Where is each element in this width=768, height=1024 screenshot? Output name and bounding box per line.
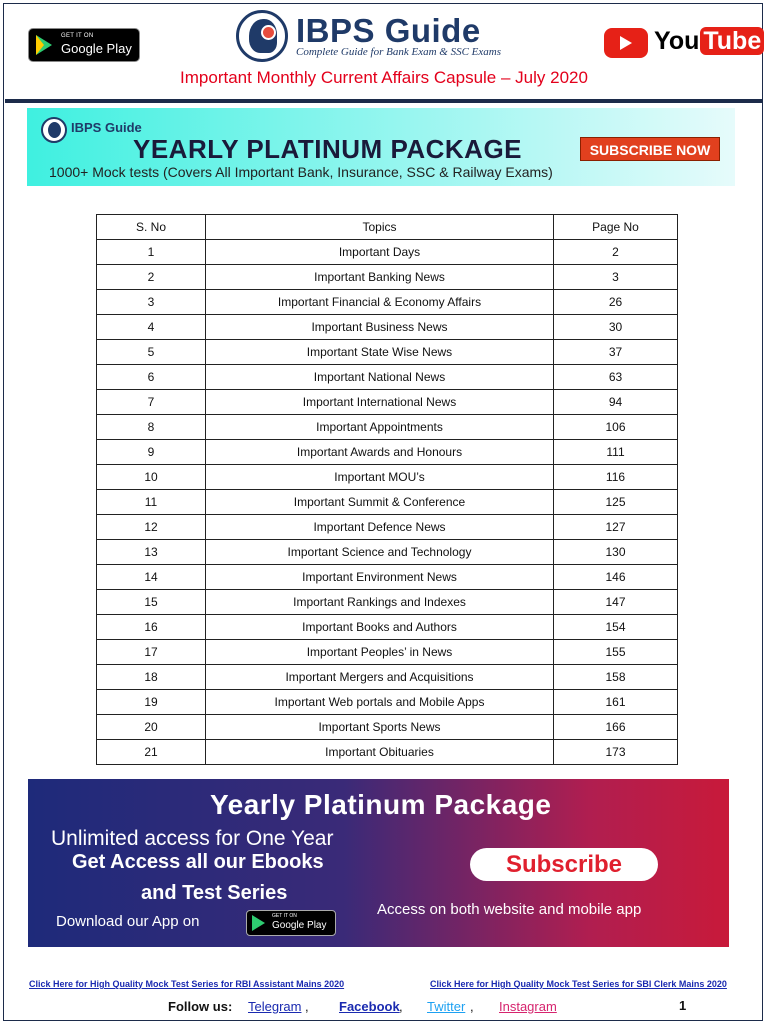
row-page: 147 [554, 590, 678, 615]
row-sno: 21 [97, 740, 206, 765]
row-page: 154 [554, 615, 678, 640]
rbi-assistant-mock-link[interactable]: Click Here for High Quality Mock Test Series for RBI Assistant Mains 2020 [29, 979, 345, 989]
logo-title: IBPS Guide [296, 12, 481, 49]
ibps-brain-logo-icon [236, 10, 288, 62]
row-page: 127 [554, 515, 678, 540]
row-page: 3 [554, 265, 678, 290]
row-page: 111 [554, 440, 678, 465]
row-page: 146 [554, 565, 678, 590]
row-sno: 11 [97, 490, 206, 515]
separator: , [305, 999, 309, 1014]
row-page: 161 [554, 690, 678, 715]
row-topic: Important Business News [206, 315, 554, 340]
subscribe-now-button[interactable]: SUBSCRIBE NOW [580, 137, 720, 161]
table-row [97, 415, 678, 440]
google-play-big-text: Google Play [61, 41, 132, 56]
table-row [97, 440, 678, 465]
row-sno: 13 [97, 540, 206, 565]
row-topic: Important Mergers and Acquisitions [206, 665, 554, 690]
table-row [97, 615, 678, 640]
logo-tagline: Complete Guide for Bank Exam & SSC Exams [296, 46, 501, 58]
table-row [97, 265, 678, 290]
table-row [97, 465, 678, 490]
row-sno: 9 [97, 440, 206, 465]
banner2-title: Yearly Platinum Package [210, 789, 552, 820]
row-sno: 19 [97, 690, 206, 715]
youtube-you: You [654, 27, 700, 55]
table-row [97, 490, 678, 515]
row-topic: Important Banking News [206, 265, 554, 290]
header-topics: Topics [206, 215, 554, 240]
row-page: 37 [554, 340, 678, 365]
table-row [97, 515, 678, 540]
row-sno: 14 [97, 565, 206, 590]
yearly-platinum-banner-bottom[interactable] [28, 779, 729, 947]
row-page: 106 [554, 415, 678, 440]
banner2-gp-big: Google Play [272, 920, 327, 931]
banner2-line3: and Test Series [141, 882, 288, 904]
table-row [97, 590, 678, 615]
row-sno: 17 [97, 640, 206, 665]
banner-title: YEARLY PLATINUM PACKAGE [133, 134, 523, 164]
row-sno: 6 [97, 365, 206, 390]
row-topic: Important International News [206, 390, 554, 415]
row-page: 173 [554, 740, 678, 765]
row-topic: Important Appointments [206, 415, 554, 440]
separator: , [470, 999, 474, 1014]
banner-logo-icon [41, 117, 67, 143]
row-topic: Important Obituaries [206, 740, 554, 765]
google-play-badge[interactable] [28, 28, 140, 62]
row-sno: 15 [97, 590, 206, 615]
banner2-line1: Unlimited access for One Year [51, 827, 334, 850]
row-topic: Important Web portals and Mobile Apps [206, 690, 554, 715]
google-play-small-text: GET IT ON [61, 33, 94, 39]
table-body [97, 240, 678, 765]
row-sno: 10 [97, 465, 206, 490]
youtube-tube: Tube [700, 27, 764, 55]
row-sno: 12 [97, 515, 206, 540]
row-page: 116 [554, 465, 678, 490]
row-topic: Important National News [206, 365, 554, 390]
google-play-icon-accent [36, 35, 44, 55]
row-topic: Important Sports News [206, 715, 554, 740]
contents-table [96, 214, 678, 765]
twitter-link[interactable]: Twitter [427, 999, 466, 1014]
row-topic: Important Awards and Honours [206, 440, 554, 465]
row-topic: Important Environment News [206, 565, 554, 590]
table-row [97, 340, 678, 365]
follow-us-label: Follow us: [168, 999, 233, 1014]
table-row [97, 365, 678, 390]
row-sno: 4 [97, 315, 206, 340]
header-divider [5, 99, 763, 103]
row-page: 166 [554, 715, 678, 740]
row-topic: Important Books and Authors [206, 615, 554, 640]
youtube-logo[interactable] [654, 27, 764, 56]
table-row [97, 665, 678, 690]
table-row [97, 715, 678, 740]
row-topic: Important Rankings and Indexes [206, 590, 554, 615]
row-sno: 20 [97, 715, 206, 740]
row-sno: 8 [97, 415, 206, 440]
row-page: 94 [554, 390, 678, 415]
table-row [97, 690, 678, 715]
row-page: 26 [554, 290, 678, 315]
row-sno: 1 [97, 240, 206, 265]
page-number: 1 [679, 998, 687, 1013]
row-topic: Important State Wise News [206, 340, 554, 365]
table-row [97, 540, 678, 565]
sbi-clerk-mock-link[interactable]: Click Here for High Quality Mock Test Series for SBI Clerk Mains 2020 [430, 979, 727, 989]
yearly-platinum-banner-top[interactable] [27, 108, 735, 186]
row-sno: 18 [97, 665, 206, 690]
capsule-title: Important Monthly Current Affairs Capsule – July 2020 [180, 68, 588, 87]
row-page: 125 [554, 490, 678, 515]
table-row [97, 640, 678, 665]
row-sno: 16 [97, 615, 206, 640]
row-topic: Important Financial & Economy Affairs [206, 290, 554, 315]
row-topic: Important Science and Technology [206, 540, 554, 565]
table-header-row [97, 215, 678, 240]
row-page: 63 [554, 365, 678, 390]
row-sno: 5 [97, 340, 206, 365]
banner2-line2: Get Access all our Ebooks [72, 851, 324, 873]
banner-subtitle: 1000+ Mock tests (Covers All Important Bank, Insurance, SSC & Railway Exams) [49, 164, 553, 180]
banner2-download-text: Download our App on [56, 913, 200, 930]
separator: , [399, 999, 403, 1014]
row-page: 30 [554, 315, 678, 340]
facebook-link[interactable]: Facebook [339, 999, 400, 1014]
row-sno: 7 [97, 390, 206, 415]
header-sno: S. No [97, 215, 206, 240]
row-topic: Important Defence News [206, 515, 554, 540]
table-row [97, 565, 678, 590]
banner-logo-text: IBPS Guide [71, 120, 142, 135]
row-topic: Important Days [206, 240, 554, 265]
header-pageno: Page No [554, 215, 678, 240]
table-row [97, 315, 678, 340]
row-topic: Important Peoples’ in News [206, 640, 554, 665]
telegram-link[interactable]: Telegram [248, 999, 302, 1014]
row-page: 2 [554, 240, 678, 265]
table-row [97, 390, 678, 415]
row-page: 130 [554, 540, 678, 565]
row-topic: Important Summit & Conference [206, 490, 554, 515]
youtube-play-icon[interactable] [604, 28, 648, 58]
banner2-access-text: Access on both website and mobile app [377, 901, 642, 918]
banner2-gp-small: GET IT ON [272, 913, 297, 919]
table-row [97, 740, 678, 765]
instagram-link[interactable]: Instagram [499, 999, 557, 1014]
table-row [97, 290, 678, 315]
row-sno: 3 [97, 290, 206, 315]
google-play-icon [252, 915, 265, 931]
table-row [97, 240, 678, 265]
banner2-google-play-badge[interactable] [246, 910, 336, 936]
row-page: 155 [554, 640, 678, 665]
row-sno: 2 [97, 265, 206, 290]
subscribe-button[interactable]: Subscribe [470, 848, 658, 881]
row-page: 158 [554, 665, 678, 690]
row-topic: Important MOU’s [206, 465, 554, 490]
